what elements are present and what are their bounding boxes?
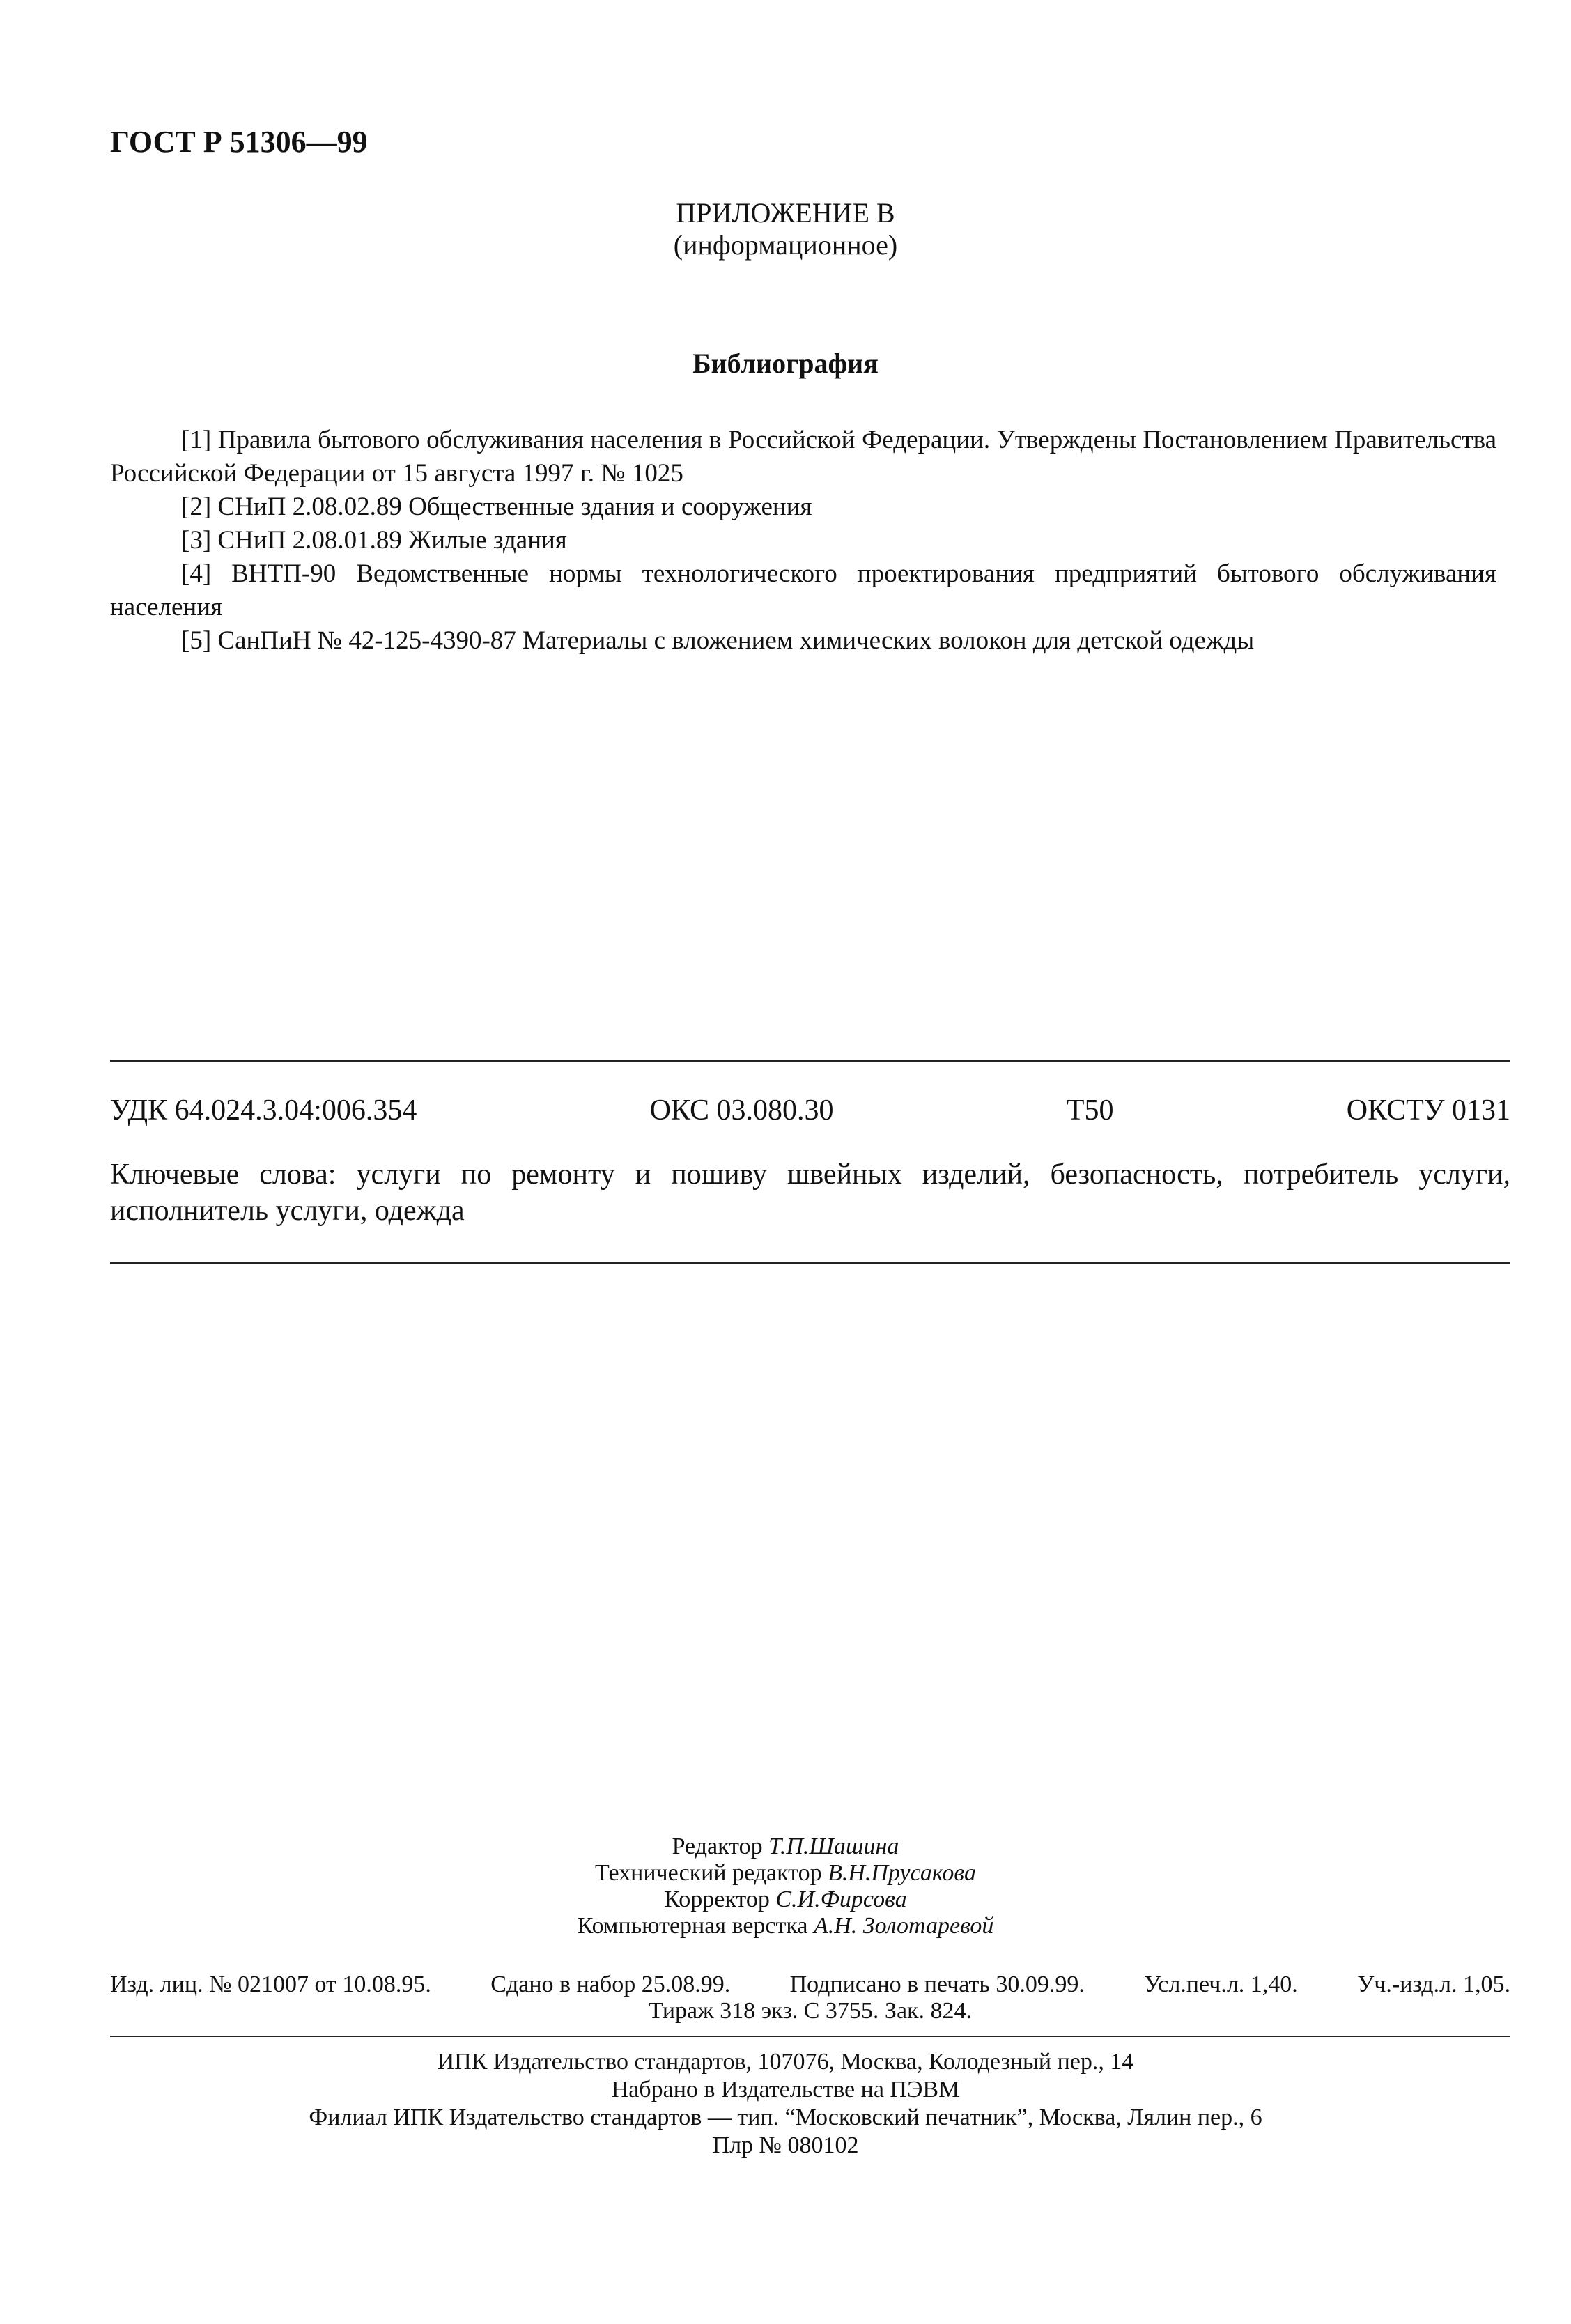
bibliography-title: Библиография bbox=[692, 348, 879, 379]
bibliography-item: [1] Правила бытового обслуживания населения в Российской Федерации. Утверждены Постановлением Правительства Российской Федерации от 15 августа 1997 г. № 1025 bbox=[110, 426, 1496, 488]
bibliography-item: [4] ВНТП-90 Ведомственные нормы технологического проектирования предприятий бытового обслуживания населения bbox=[110, 559, 1496, 621]
bibliography-item: [3] СНиП 2.08.01.89 Жилые здания bbox=[181, 526, 567, 555]
publisher-line: Плр № 080102 bbox=[712, 2132, 859, 2158]
publication-info-line bbox=[110, 1971, 1510, 1998]
credit-line bbox=[0, 1834, 1571, 1860]
publisher-line: ИПК Издательство стандартов, 107076, Москва, Колодезный пер., 14 bbox=[437, 2049, 1134, 2075]
credit-line bbox=[0, 1860, 1571, 1887]
divider-keywords bbox=[110, 1262, 1510, 1264]
credit-name: С.И.Фирсова bbox=[775, 1887, 907, 1912]
appendix-subtitle: (информационное) bbox=[673, 229, 898, 261]
credit-line bbox=[0, 1913, 1571, 1939]
t-code: Т50 bbox=[1066, 1094, 1114, 1126]
credit-name: А.Н. Золотаревой bbox=[813, 1913, 994, 1939]
divider-publisher bbox=[110, 2036, 1510, 2037]
keywords: Ключевые слова: услуги по ремонту и пошиву швейных изделий, безопасность, потребитель услуги, исполнитель услуги, одежда bbox=[110, 1159, 1510, 1227]
credit-role: Компьютерная верстка bbox=[577, 1913, 808, 1939]
publisher-line: Филиал ИПК Издательство стандартов — тип. “Московский печатник”, Москва, Лялин пер., 6 bbox=[309, 2105, 1262, 2130]
print-sheets: Усл.печ.л. 1,40. bbox=[1144, 1971, 1298, 1997]
run-info: Тираж 318 экз. С 3755. Зак. 824. bbox=[648, 1998, 973, 2024]
license-info: Изд. лиц. № 021007 от 10.08.95. bbox=[110, 1971, 431, 1997]
bibliography-list bbox=[110, 424, 1496, 658]
credit-role: Корректор bbox=[664, 1887, 770, 1912]
publisher-block bbox=[0, 2048, 1571, 2160]
typeset-date: Сдано в набор 25.08.99. bbox=[490, 1971, 731, 1997]
divider-top bbox=[110, 1060, 1510, 1062]
credit-role: Редактор bbox=[672, 1834, 763, 1859]
publisher-line: Набрано в Издательстве на ПЭВМ bbox=[611, 2077, 960, 2102]
credits-block bbox=[0, 1834, 1571, 1939]
signed-date: Подписано в печать 30.09.99. bbox=[789, 1971, 1085, 1997]
bibliography-item: [5] СанПиН № 42-125-4390-87 Материалы с вложением химических волокон для детской одежды bbox=[181, 626, 1255, 655]
oks-code: ОКС 03.080.30 bbox=[649, 1094, 834, 1126]
udk-code: УДК 64.024.3.04:006.354 bbox=[110, 1094, 417, 1126]
credit-role: Технический редактор bbox=[595, 1860, 822, 1886]
okstu-code: ОКСТУ 0131 bbox=[1346, 1094, 1510, 1126]
credit-name: В.Н.Прусакова bbox=[828, 1860, 976, 1886]
credit-name: Т.П.Шашина bbox=[768, 1834, 899, 1859]
standard-code: ГОСТ Р 51306—99 bbox=[110, 125, 368, 159]
publ-sheets: Уч.-изд.л. 1,05. bbox=[1357, 1971, 1510, 1997]
classification-codes bbox=[110, 1094, 1510, 1127]
credit-line bbox=[0, 1887, 1571, 1913]
appendix-title: ПРИЛОЖЕНИЕ В bbox=[676, 197, 895, 228]
bibliography-item: [2] СНиП 2.08.02.89 Общественные здания и сооружения bbox=[181, 493, 812, 521]
publication-info bbox=[110, 1971, 1510, 2024]
